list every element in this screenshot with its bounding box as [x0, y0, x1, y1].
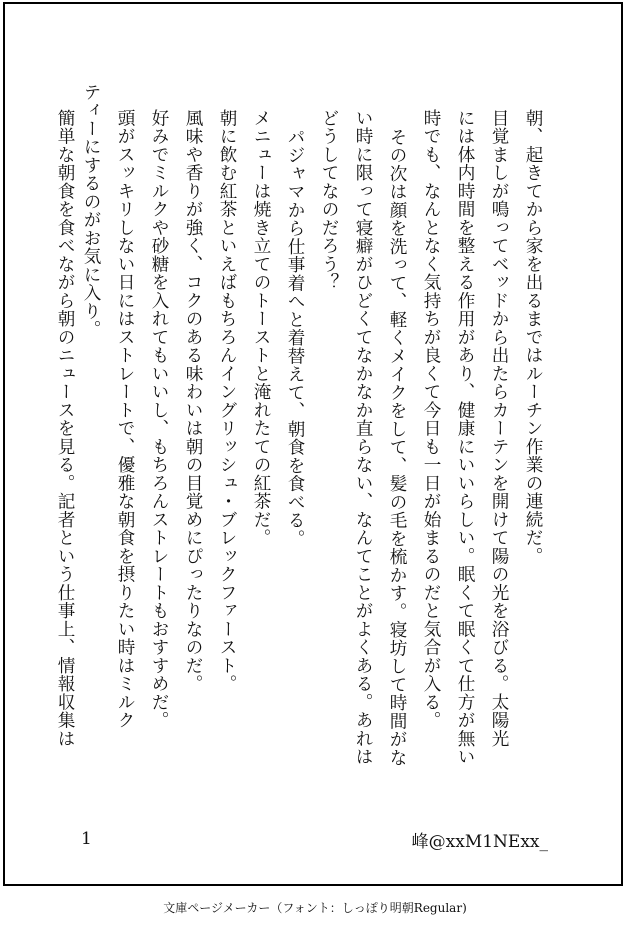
text-line: パジャマから仕事着へと着替えて、朝食を食べる。 [285, 128, 305, 548]
text-line: どうしてなのだろう？ [319, 109, 339, 292]
manuscript-page [3, 2, 623, 886]
text-line: 朝、起きてから家を出るまではルーチン作業の連続だ。 [523, 109, 543, 566]
text-line: 朝に飲む紅茶といえばもちろんイングリッシュ・ブレックファースト。 [217, 109, 237, 693]
vertical-text-body [5, 83, 621, 809]
text-line: 頭がスッキリしない日にはストレートで、優雅な朝食を摂りたい時はミルク [115, 109, 135, 730]
author-handle: 峰@xxM1NExx_ [411, 832, 548, 852]
text-line: 簡単な朝食を食べながら朝のニュースを見る。記者という仕事上、情報収集は [55, 109, 75, 748]
text-line: 目覚ましが鳴ってベッドから出たらカーテンを開けて陽の光を浴びる。太陽光 [489, 109, 509, 748]
text-line: には体内時間を整える作用があり、健康にいいらしい。眠くて眠くて仕方が無い [455, 109, 475, 766]
text-line: 風味や香りが強く、コクのある味わいは朝の目覚めにぴったりなのだ。 [183, 109, 203, 693]
text-line: 好みでミルクや砂糖を入れてもいいし、もちろんストレートもおすすめだ。 [149, 109, 169, 730]
text-line: い時に限って寝癖がひどくてなかなか直らない、なんてことがよくある。あれは [353, 109, 373, 766]
text-line: ティーにするのがお気に入り。 [81, 83, 101, 339]
footer-caption: 文庫ページメーカー（フォント：しっぽり明朝Regular) [163, 901, 467, 915]
page-number: 1 [81, 829, 92, 849]
text-line: その次は顔を洗って、軽くメイクをして、髪の毛を梳かす。寝坊して時間がな [387, 128, 407, 767]
text-line: メニューは焼き立てのトーストと淹れたての紅茶だ。 [251, 109, 271, 547]
text-line: 時でも、なんとなく気持ちが良くて今日も一日が始まるのだと気合が入る。 [421, 109, 441, 730]
